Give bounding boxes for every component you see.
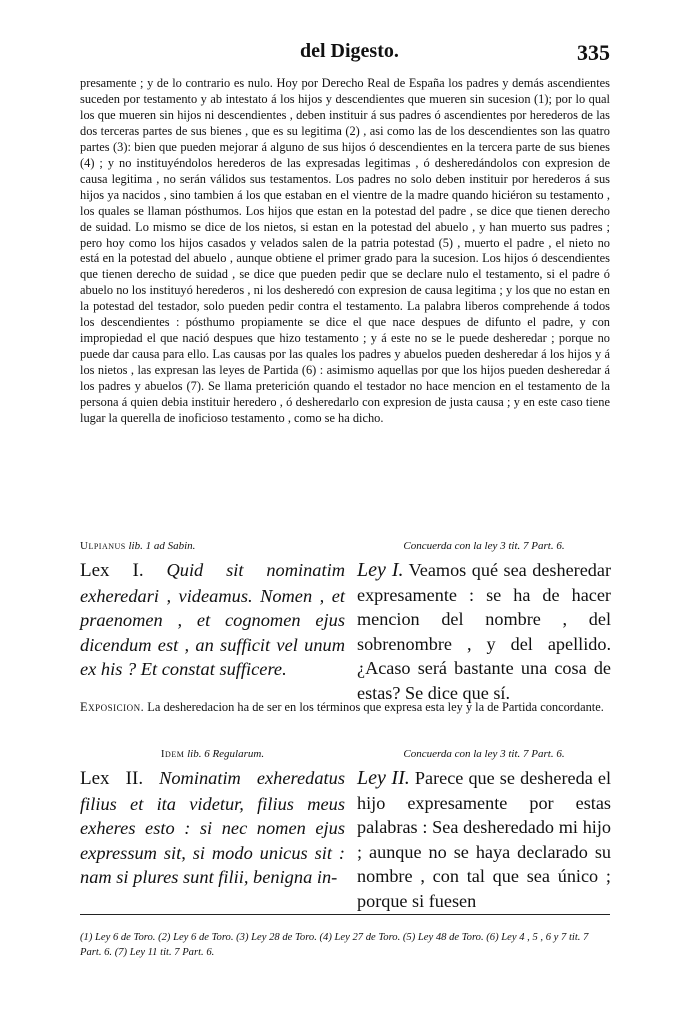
source-author: Ulpianus <box>80 540 126 552</box>
ley-label: Ley II. <box>357 767 410 789</box>
spanish-column-2 <box>357 748 611 914</box>
source-author: Idem <box>160 748 185 760</box>
latin-source-2 <box>80 748 345 760</box>
lex-text: Quid sit nominatim exheredari , videamus. Nomen , et praenomen , et cognomen ejus dicendum est , an sufficit vel unum ex his ? Et constat sufficere. <box>80 560 345 680</box>
spanish-column-1 <box>357 540 611 706</box>
footnotes: (1) Ley 6 de Toro. (2) Ley 6 de Toro. (3) Ley 28 de Toro. (4) Ley 27 de Toro. (5) Ley 48 de Toro. (6) Ley 4 , 5 , 6 y 7 tit. 7 Part. 6. (7) Ley 11 tit. 7 Part. 6. <box>80 932 589 958</box>
ley-text: Veamos qué sea desheredar expresamente : se ha de hacer mencion del nombre , del sobrenombre , y del apellido. ¿Acaso será bastante una cosa de estas? Se dice que sí. <box>357 560 611 703</box>
ley-text: Parece que se deshereda el hijo expresamente por estas palabras : Sea desheredado mi hijo ; aunque no se haya declarado su nombre , con tal que sea único ; porque si fuesen <box>357 768 612 911</box>
running-title: del Digesto. <box>300 40 399 62</box>
lex-text: Nominatim exheredatus filius et ita videtur, filius meus exheres esto : si nec nomen ejus expressum sit, si modo unicus sit : nam si plures sunt filii, benigna in- <box>80 768 345 888</box>
footnote-divider <box>80 914 610 915</box>
latin-text-1 <box>80 558 345 682</box>
latin-column-1 <box>80 540 345 682</box>
spanish-text-2 <box>357 766 611 914</box>
exposicion-label: Exposicion. <box>80 700 145 714</box>
intro-paragraph: presamente ; y de lo contrario es nulo. Hoy por Derecho Real de España los padres y demás ascendientes suceden por testamento y ab intestato á los hijos y descendientes que mueren sin sucesion (1); por lo qual los que mueren sin hijos ni descendientes , deben instituir á sus padres ó ascendientes por herederos de las dos terceras partes de sus bienes , que es su legitima (2) , asi como las de los descendientes son las quatro partes (3): bien que pueden mejorar á alguno de sus hijos ó descendientes en la tercera parte de sus bienes (4) ; y no instituyéndolos herederos de las expresadas legitimas , ó desheredándolos con expresion de causa legitima , no serán válidos sus testamentos. Los padres no solo deben instituir por herederos á sus hijos ya nacidos , sino tambien á los que estaban en el vientre de la madre quando hiciéron su testamento , los quales se llaman pósthumos. Los hijos que estan en la potestad del padre , se dice que tienen derecho de suidad. Lo mismo se dice de los nietos, si estan en la potestad del abuelo , y han muerto sus padres ; pero hoy como los hijos casados y velados salen de la patria potestad (5) , muerto el padre , el nieto no está en la potestad del abuelo , aunque obtiene el primer grado para la sucesion. Los hijos ó descendientes que tienen derecho de suidad , se dice que pueden pedir que se declare nulo el testamento, si el padre ó abuelo no los instituyó herederos , ni los desheredó con expresion de causa legitima ; y los que no estan en la potestad del testador, solo pueden pedir contra el testamento. La palabra liberos comprehende á todos los descendientes : pósthumo propiamente se dice el que nace despues de difunto el padre, y con impropiedad el que nació despues que hizo testamento ; y á este no se le puede desheredar ; porque no puede dar causa para ello. Las causas por las quales los padres y abuelos pueden desheredar á los hijos y á los nietos , las expresan las leyes de Partida (6) : asimismo aquellas por que los hijos pueden desheredar á los padres y abuelos (7). Se llama preterición quando el testador no hace mencion en el testamento de la persona á quien debia instituir heredero , ó desheredarlo con expresion de justa causa ; y en este caso tiene lugar la querella de inoficioso testamento , como se ha dicho. <box>80 76 610 426</box>
spanish-source-2: Concuerda con la ley 3 tit. 7 Part. 6. <box>403 748 565 760</box>
running-header <box>80 40 610 70</box>
lex-label: Lex I. <box>80 560 144 581</box>
exposicion-paragraph <box>80 700 610 716</box>
spanish-text-1 <box>357 558 611 706</box>
ley-label: Ley I. <box>357 559 404 581</box>
exposicion-text: La desheredacion ha de ser en los términos que expresa esta ley y la de Partida concordante. <box>147 700 604 714</box>
source-reference: lib. 1 ad Sabin. <box>128 540 196 552</box>
latin-source-1 <box>80 540 345 552</box>
spanish-source-1: Concuerda con la ley 3 tit. 7 Part. 6. <box>403 540 565 552</box>
latin-text-2 <box>80 766 345 890</box>
lex-label: Lex II. <box>80 768 144 789</box>
latin-column-2 <box>80 748 345 890</box>
page-number: 335 <box>577 40 610 65</box>
source-reference: lib. 6 Regularum. <box>187 748 265 760</box>
